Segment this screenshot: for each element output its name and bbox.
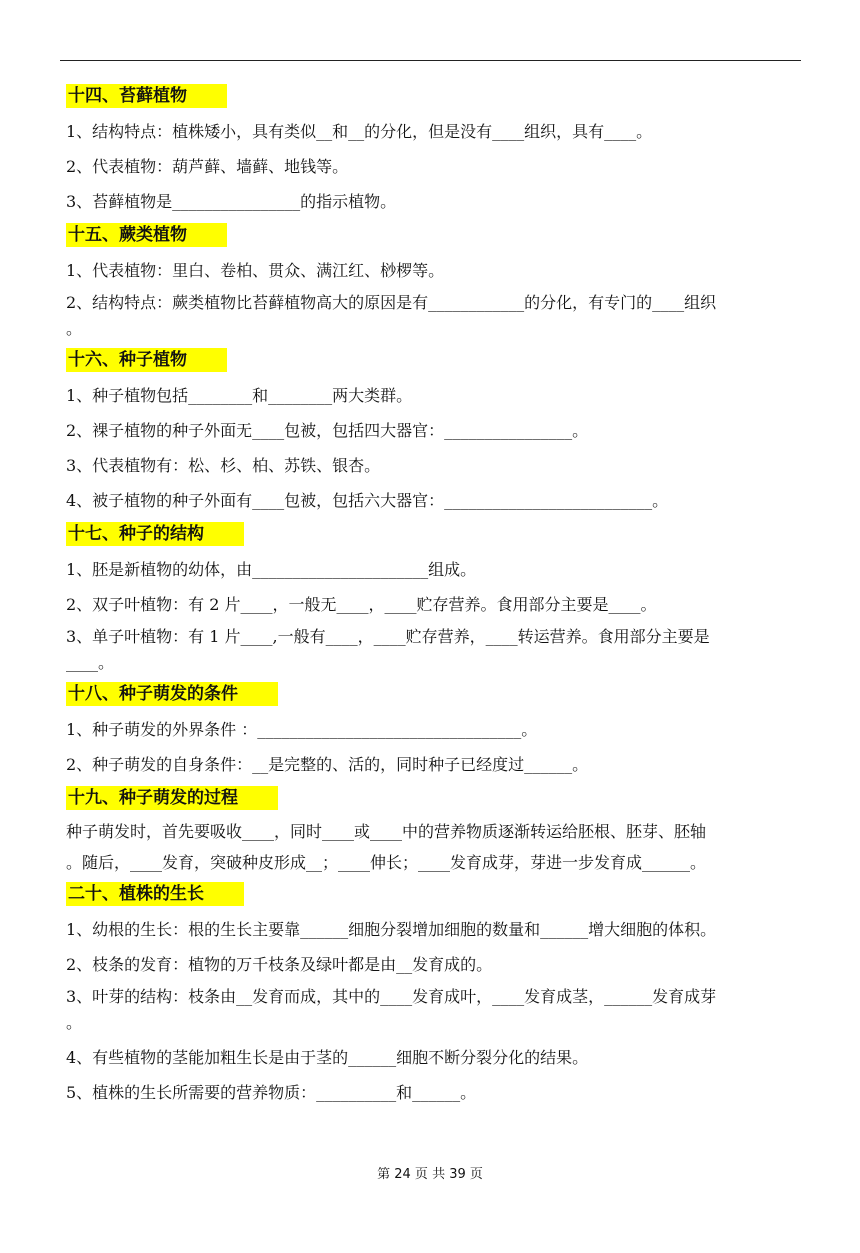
text-line: 1、胚是新植物的幼体，由______________________组成。 [66, 560, 477, 579]
text-line-tail: ____。 [66, 653, 115, 672]
text-line: 1、代表植物：里白、卷柏、贯众、满江红、桫椤等。 [66, 261, 445, 280]
section-heading: 十七、种子的结构 [66, 522, 244, 546]
section-germination-conditions [66, 682, 806, 782]
page-number: 第 24 页 共 39 页 [377, 1167, 483, 1182]
section-heading: 十六、种子植物 [66, 348, 227, 372]
text-line: 3、代表植物有：松、杉、柏、苏铁、银杏。 [66, 456, 381, 475]
text-line: 2、裸子植物的种子外面无____包被，包括四大器官：________________。 [66, 421, 589, 440]
section-heading: 十五、蕨类植物 [66, 223, 227, 247]
text-line: 2、结构特点：蕨类植物比苔藓植物高大的原因是有____________的分化，有专门的____组织 [66, 293, 717, 312]
section-germination-process [66, 786, 806, 878]
text-line: 3、叶芽的结构：枝条由__发育而成，其中的____发育成叶，____发育成茎，______发育成芽 [66, 987, 717, 1006]
text-line: 1、结构特点：植株矮小，具有类似__和__的分化，但是没有____组织，具有____。 [66, 122, 653, 141]
text-line: 3、苔藓植物是________________的指示植物。 [66, 192, 397, 211]
text-line-tail: 。 [66, 319, 83, 338]
section-heading: 十四、苔藓植物 [66, 84, 227, 108]
text-line: 1、幼根的生长：根的生长主要靠______细胞分裂增加细胞的数量和______增大细胞的体积。 [66, 920, 717, 939]
paragraph-line: 种子萌发时，首先要吸收____，同时____或____中的营养物质逐渐转运给胚根、胚芽、胚轴 [66, 822, 707, 841]
text-line: 2、代表植物：葫芦藓、墙藓、地钱等。 [66, 157, 349, 176]
section-fern [66, 223, 806, 340]
text-line: 4、被子植物的种子外面有____包被，包括六大器官：__________________________。 [66, 491, 669, 510]
header-rule [60, 60, 801, 61]
section-plant-growth [66, 882, 806, 1110]
section-heading: 十九、种子萌发的过程 [66, 786, 278, 810]
text-line: 2、枝条的发育：植物的万千枝条及绿叶都是由__发育成的。 [66, 955, 493, 974]
paragraph-line: 。随后，____发育，突破种皮形成__；____伸长；____发育成芽，芽进一步发育成______。 [66, 853, 707, 872]
text-line: 3、单子叶植物：有 1 片____,一般有____，____贮存营养，____转运营养。食用部分主要是 [66, 627, 710, 646]
text-line: 1、种子植物包括________和________两大类群。 [66, 386, 413, 405]
section-heading: 二十、植株的生长 [66, 882, 244, 906]
document-body [66, 84, 806, 1114]
section-seed-plants [66, 348, 806, 518]
text-line: 1、种子萌发的外界条件 ：_________________________________。 [66, 720, 538, 739]
text-line: 5、植株的生长所需要的营养物质：__________和______。 [66, 1083, 477, 1102]
text-line: 4、有些植物的茎能加粗生长是由于茎的______细胞不断分裂分化的结果。 [66, 1048, 589, 1067]
section-moss [66, 84, 806, 219]
section-seed-structure [66, 522, 806, 674]
section-heading: 十八、种子萌发的条件 [66, 682, 278, 706]
text-line-tail: 。 [66, 1013, 83, 1032]
text-line: 2、种子萌发的自身条件：__是完整的、活的，同时种子已经度过______。 [66, 755, 589, 774]
text-line: 2、双子叶植物：有 2 片____，一般无____，____贮存营养。食用部分主要是____。 [66, 595, 657, 614]
